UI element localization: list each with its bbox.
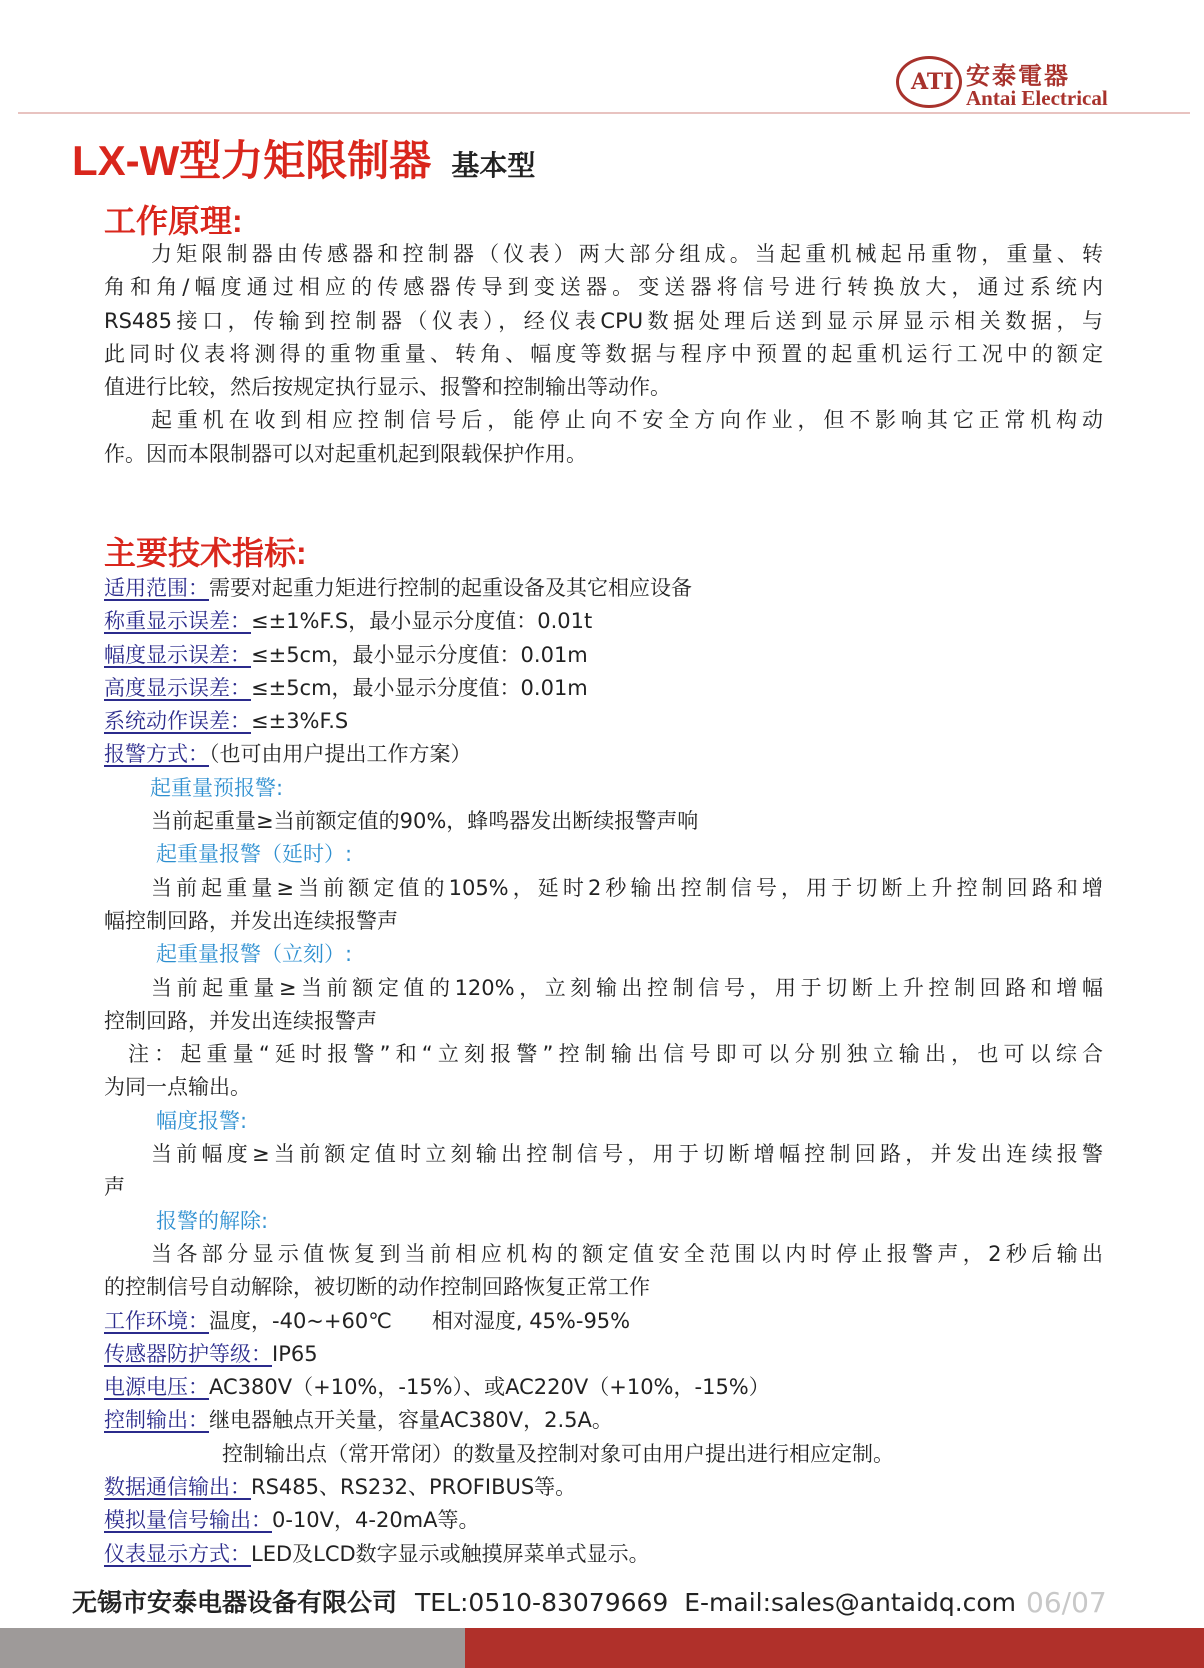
principle-line: 起重机在收到相应控制信号后，能停止向不安全方向作业，但不影响其它正常机构动	[151, 408, 1103, 433]
spec-value: 需要对起重力矩进行控制的起重设备及其它相应设备	[209, 576, 692, 600]
footer-bar-gray	[0, 1628, 465, 1668]
spec-value: IP65	[272, 1341, 318, 1366]
spec-label: 高度显示误差：	[104, 675, 251, 700]
header-divider	[18, 112, 1190, 114]
alarm-text: 当前起重量≥当前额定值的105%，延时2秒输出控制信号，用于切断上升控制回路和增	[151, 875, 1103, 900]
title-sub: 基本型	[451, 150, 536, 181]
spec-item	[104, 639, 1103, 672]
spec-item	[104, 605, 1103, 638]
alarm-text: 当前幅度≥当前额定值时立刻输出控制信号，用于切断增幅控制回路，并发出连续报警	[151, 1142, 1103, 1167]
alarm-subheading: 起重量报警（立刻）:	[156, 942, 353, 967]
company-logo	[896, 56, 1136, 110]
spec-item	[104, 1338, 1103, 1371]
principle-line: RS485接口，传输到控制器（仪表），经仪表CPU数据处理后送到显示屏显示相关数据，与	[104, 308, 1103, 333]
principle-line: 力矩限制器由传感器和控制器（仪表）两大部分组成。当起重机械起吊重物，重量、转	[151, 242, 1103, 266]
alarm-text: 控制回路，并发出连续报警声	[104, 1008, 377, 1033]
footer-company: 无锡市安泰电器设备有限公司	[72, 1588, 398, 1617]
logo-text-en: Antai Electrical	[966, 86, 1108, 110]
spec-item	[104, 1404, 1103, 1437]
spec-label: 适用范围：	[104, 576, 209, 600]
alarm-subheading: 幅度报警:	[156, 1108, 248, 1133]
spec-label: 称重显示误差：	[104, 609, 251, 634]
alarm-text: 当前起重量≥当前额定值的90%，蜂鸣器发出断续报警声响	[151, 809, 699, 834]
footer-contact: TEL:0510-83079669 E-mail:sales@antaidq.com	[415, 1588, 1017, 1617]
alarm-note: 为同一点输出。	[104, 1075, 251, 1100]
spec-item	[104, 705, 1103, 738]
alarm-text: 声	[104, 1175, 125, 1200]
spec-value: LED及LCD数字显示或触摸屏菜单式显示。	[251, 1541, 650, 1566]
alarm-subheading: 起重量报警（延时）:	[156, 842, 353, 867]
specs-heading: 主要技术指标:	[104, 535, 307, 571]
footer-bar-red	[465, 1628, 1204, 1668]
alarm-text: 的控制信号自动解除，被切断的动作控制回路恢复正常工作	[104, 1275, 650, 1300]
spec-item	[104, 672, 1103, 705]
alarm-text: 当各部分显示值恢复到当前相应机构的额定值安全范围以内时停止报警声，2秒后输出	[151, 1241, 1103, 1266]
spec-label: 电源电压：	[104, 1375, 209, 1400]
spec-label: 幅度显示误差：	[104, 642, 251, 667]
spec-value: ≤±1%F.S，最小显示分度值：0.01t	[251, 609, 593, 634]
spec-item	[104, 572, 1103, 605]
spec-item	[104, 738, 1103, 771]
specs-body	[104, 572, 1103, 1571]
control-note: 控制输出点（常开常闭）的数量及控制对象可由用户提出进行相应定制。	[222, 1441, 894, 1466]
spec-value: 继电器触点开关量，容量AC380V，2.5A。	[209, 1408, 613, 1433]
spec-label: 传感器防护等级：	[104, 1341, 272, 1366]
spec-item	[104, 1471, 1103, 1504]
principle-line: 值进行比较，然后按规定执行显示、报警和控制输出等动作。	[104, 375, 671, 400]
principle-line: 作。因而本限制器可以对起重机起到限载保护作用。	[104, 441, 587, 466]
spec-value: 温度，-40~+60℃ 相对湿度, 45%-95%	[209, 1308, 631, 1333]
alarm-note: 注：起重量“延时报警”和“立刻报警”控制输出信号即可以分别独立输出，也可以综合	[128, 1042, 1103, 1067]
alarm-subheading: 报警的解除:	[156, 1208, 269, 1233]
spec-item	[104, 1504, 1103, 1537]
spec-label: 系统动作误差：	[104, 709, 251, 734]
spec-value: RS485、RS232、PROFIBUS等。	[251, 1475, 577, 1500]
spec-label: 报警方式：	[104, 742, 209, 767]
spec-item	[104, 1538, 1103, 1571]
principle-line: 此同时仪表将测得的重物重量、转角、幅度等数据与程序中预置的起重机运行工况中的额定	[104, 341, 1103, 366]
spec-label: 仪表显示方式：	[104, 1541, 251, 1566]
spec-item	[104, 1305, 1103, 1338]
page-number: 06/07	[1026, 1586, 1107, 1619]
spec-label: 控制输出：	[104, 1408, 209, 1433]
spec-value: ≤±5cm，最小显示分度值：0.01m	[251, 642, 588, 667]
spec-item	[104, 1371, 1103, 1404]
logo-mark-text: ATI	[911, 69, 954, 95]
spec-value: ≤±5cm，最小显示分度值：0.01m	[251, 675, 588, 700]
spec-value: 0-10V，4-20mA等。	[272, 1508, 480, 1533]
title-main: LX-W型力矩限制器	[72, 137, 432, 184]
principle-heading: 工作原理:	[104, 203, 243, 239]
spec-label: 工作环境：	[104, 1308, 209, 1333]
logo-mark	[896, 56, 962, 108]
page-title	[72, 128, 535, 188]
logo-text-cn: 安泰電器	[966, 61, 1070, 90]
spec-value: ≤±3%F.S	[251, 709, 349, 734]
spec-value: AC380V（+10%，-15%）、或AC220V（+10%，-15%）	[209, 1375, 770, 1400]
footer	[72, 1588, 1107, 1618]
spec-label: 模拟量信号输出：	[104, 1508, 272, 1533]
spec-label: 数据通信输出：	[104, 1475, 251, 1500]
alarm-text: 当前起重量≥当前额定值的120%，立刻输出控制信号，用于切断上升控制回路和增幅	[151, 975, 1103, 1000]
spec-value: （也可由用户提出工作方案）	[209, 742, 472, 767]
alarm-text: 幅控制回路，并发出连续报警声	[104, 908, 398, 933]
principle-body	[104, 238, 1103, 471]
alarm-subheading: 起重量预报警:	[150, 775, 284, 800]
principle-line: 角和角/幅度通过相应的传感器传导到变送器。变送器将信号进行转换放大，通过系统内	[104, 275, 1103, 300]
